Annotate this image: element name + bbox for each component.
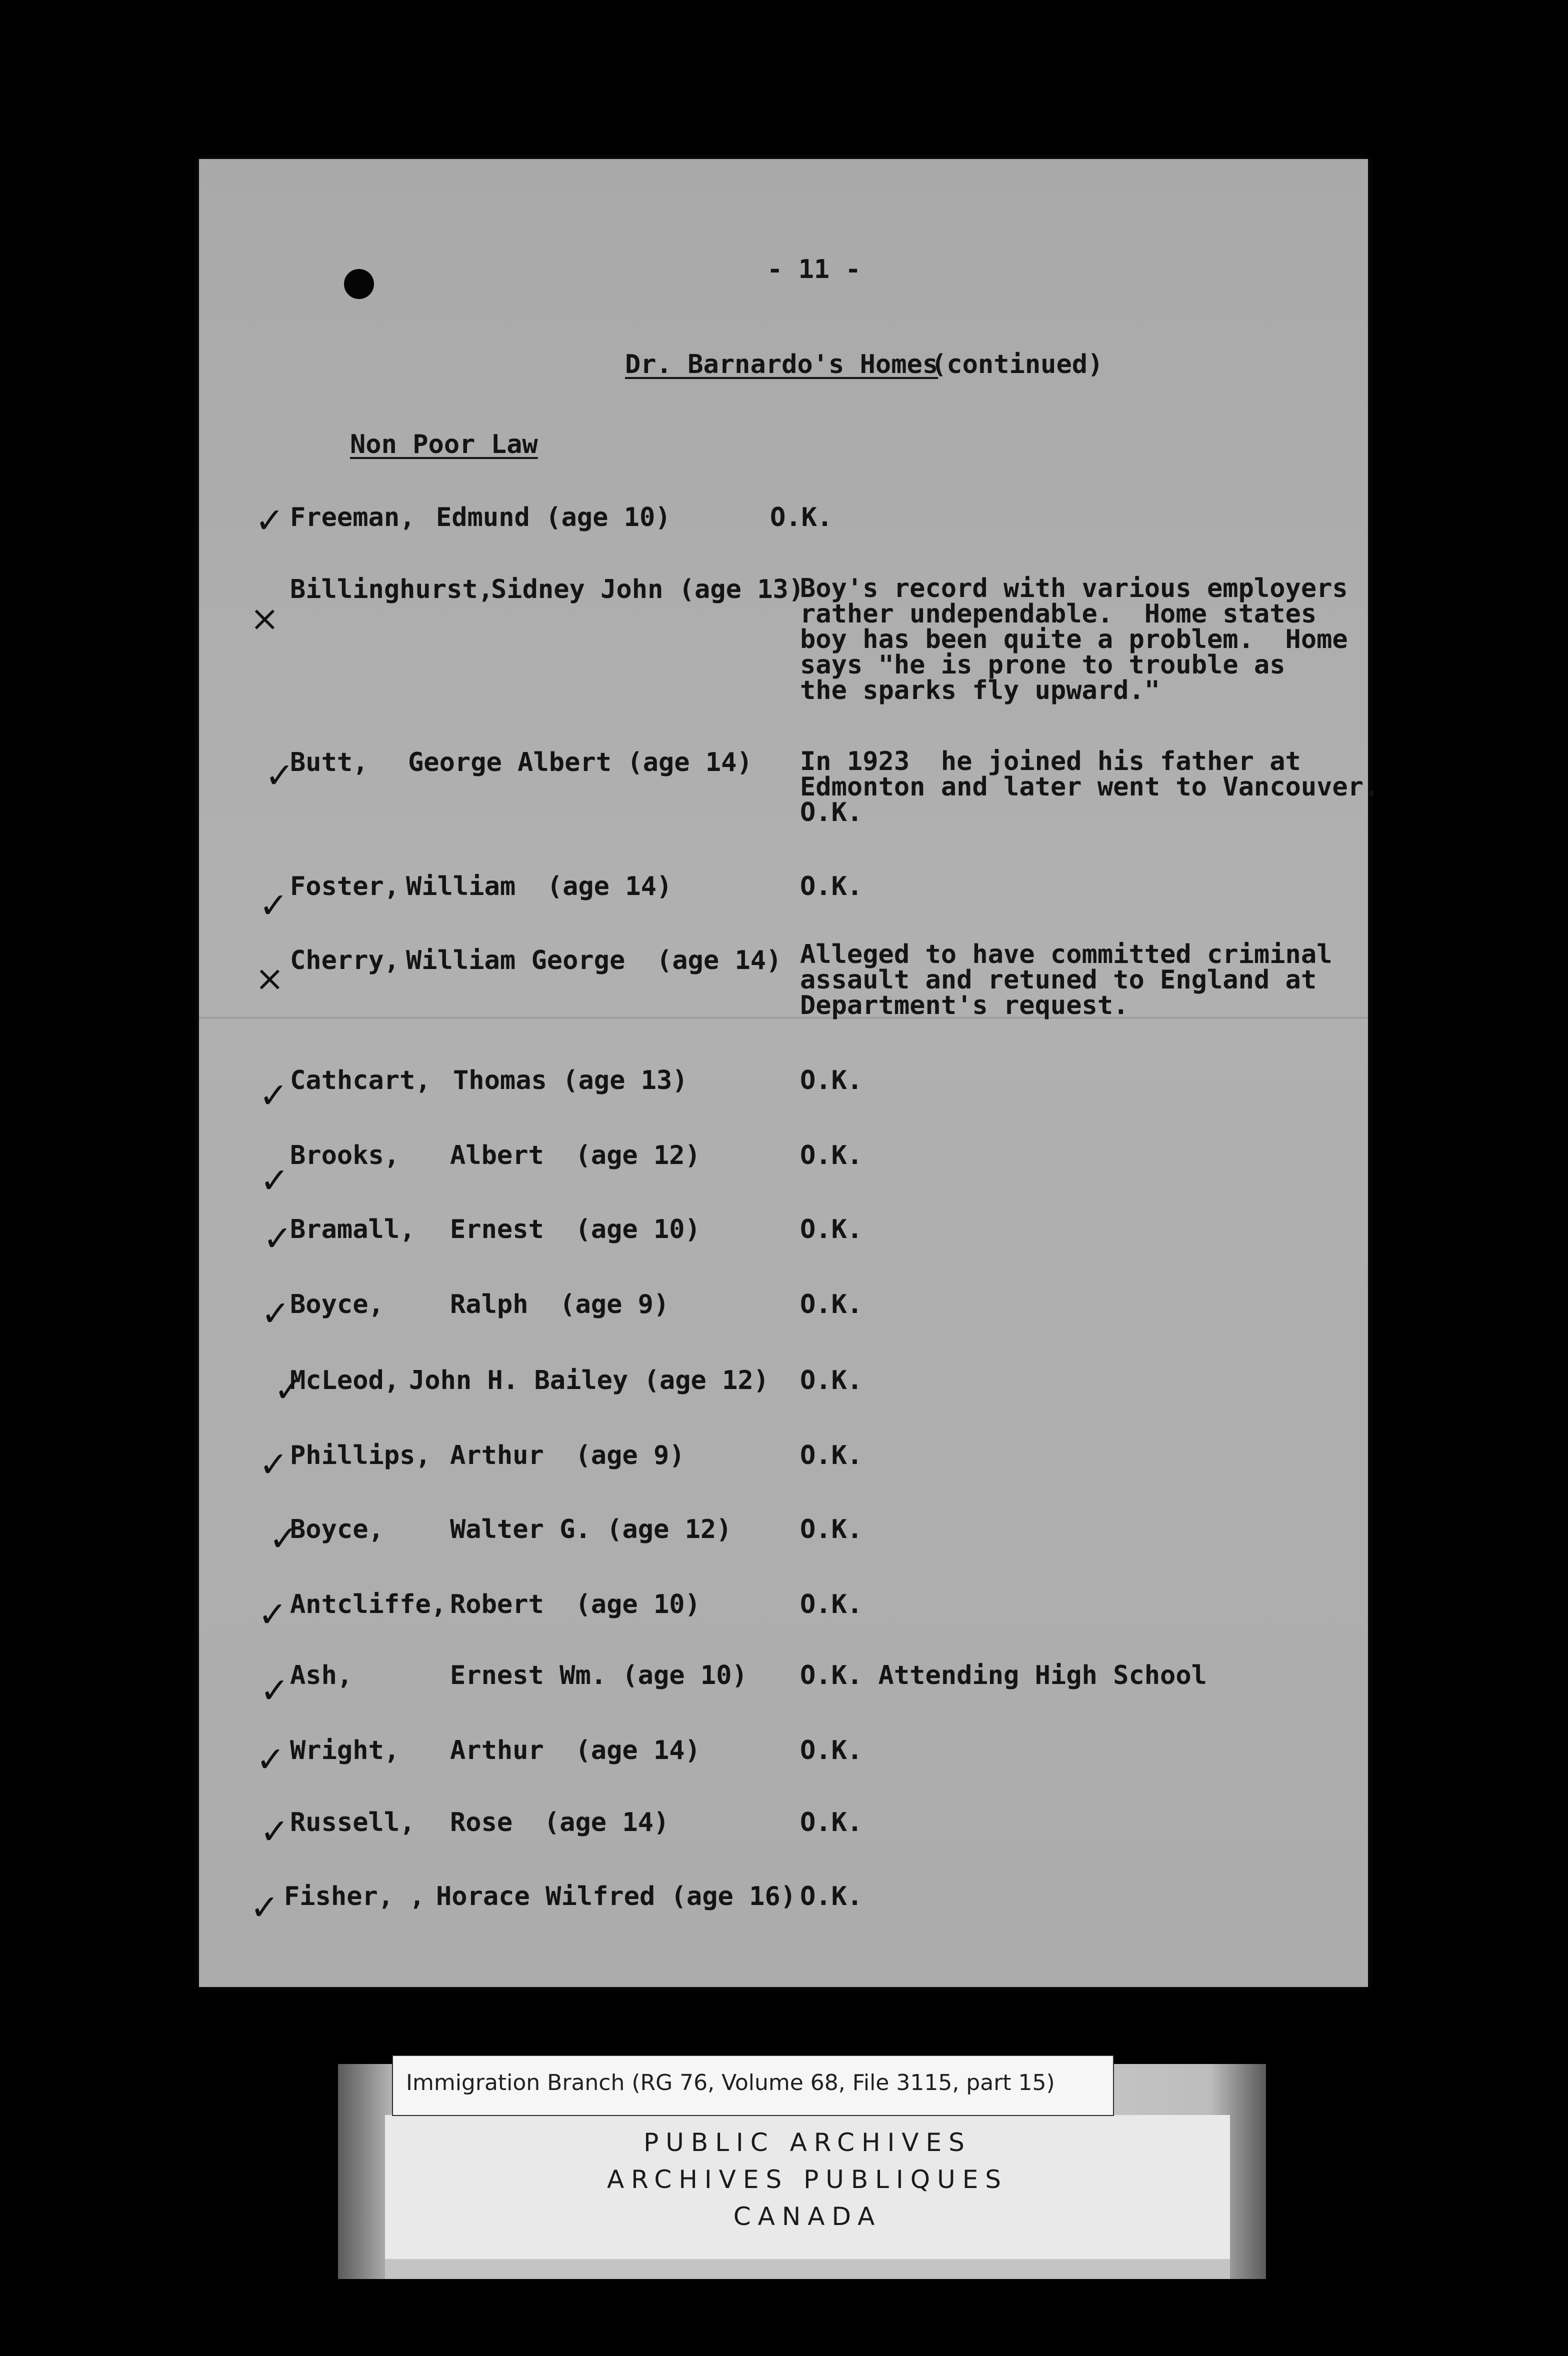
entry-status: O.K.: [800, 1736, 863, 1766]
label-bottom-strip: [385, 2259, 1230, 2279]
entry-surname: Brooks,: [290, 1140, 400, 1170]
entry-given: Ernest Wm. (age 10): [450, 1660, 748, 1690]
checkmark-icon: ✓: [274, 1369, 304, 1410]
entry-surname: Cherry,: [290, 946, 400, 976]
cross-mark-icon: ×: [250, 598, 280, 639]
entry-surname: Bramall,: [290, 1214, 416, 1244]
entry-surname: Russell,: [290, 1808, 416, 1838]
checkmark-icon: ✓: [260, 1670, 290, 1711]
entry-status: O.K.: [800, 1366, 863, 1396]
archive-name-en: PUBLIC ARCHIVES: [644, 2128, 972, 2157]
entry-status: O.K.: [800, 1140, 863, 1170]
checkmark-icon: ✓: [263, 1218, 292, 1259]
checkmark-icon: ✓: [255, 500, 284, 541]
checkmark-icon: ✓: [258, 1594, 288, 1635]
entry-surname: Butt,: [290, 748, 368, 778]
entry-surname: Freeman,: [290, 502, 416, 532]
checkmark-icon: ✓: [259, 1075, 288, 1116]
entry-surname: Boyce,: [290, 1514, 384, 1544]
entry-surname: Antcliffe,: [290, 1590, 447, 1620]
entry-given: Robert (age 10): [450, 1590, 700, 1620]
entry-given: Sidney John (age 13): [491, 574, 804, 604]
entry-surname: Fisher, ,: [284, 1882, 425, 1912]
entry-status: O.K.: [800, 1290, 863, 1320]
entry-given: Ralph (age 9): [450, 1290, 670, 1320]
entry-given: Edmund (age 10): [436, 502, 671, 532]
entry-surname: Cathcart,: [290, 1066, 431, 1096]
entry-status: O.K.: [800, 1808, 863, 1838]
entry-given: Thomas (age 13): [453, 1066, 688, 1096]
entry-status: O.K. Attending High School: [800, 1660, 1207, 1690]
entry-status: O.K.: [800, 872, 863, 902]
entry-status: In 1923 he joined his father at Edmonton and later went to Vancouver. O.K.: [800, 746, 1380, 828]
entry-surname: Phillips,: [290, 1440, 431, 1470]
archive-country: CANADA: [733, 2202, 882, 2231]
entry-given: Arthur (age 9): [450, 1440, 685, 1470]
entry-status: O.K.: [800, 1214, 863, 1244]
heading-suffix: (continued): [931, 350, 1104, 380]
entry-status: O.K.: [800, 1066, 863, 1096]
checkmark-icon: ✓: [256, 1739, 286, 1780]
checkmark-icon: ✓: [259, 1444, 288, 1485]
entry-status: Boy's record with various employers rather undependable. Home states boy has been quite a problem. Home says "he is prone to trouble as the sparks fly upward.": [800, 574, 1348, 706]
checkmark-icon: ✓: [269, 1518, 298, 1559]
archive-name-fr: ARCHIVES PUBLIQUES: [606, 2165, 1008, 2194]
entry-surname: McLeod,: [290, 1366, 400, 1396]
section-title: Non Poor Law: [350, 430, 538, 460]
entry-given: John H. Bailey (age 12): [409, 1366, 770, 1396]
entry-surname: Wright,: [290, 1736, 400, 1766]
checkmark-icon: ✓: [260, 1160, 290, 1201]
entry-status: O.K.: [800, 1440, 863, 1470]
heading-title: Dr. Barnardo's Homes: [625, 350, 938, 380]
page-number: - 11 -: [767, 254, 861, 284]
entry-given: Ernest (age 10): [450, 1214, 700, 1244]
archive-reference: Immigration Branch (RG 76, Volume 68, File 3115, part 15): [406, 2070, 1055, 2096]
entry-status: O.K.: [770, 502, 833, 532]
checkmark-icon: ✓: [261, 1293, 290, 1334]
checkmark-icon: ✓: [260, 1811, 290, 1852]
checkmark-icon: ✓: [259, 885, 288, 926]
entry-surname: Foster,: [290, 872, 400, 902]
checkmark-icon: ✓: [250, 1887, 280, 1928]
entry-surname: Boyce,: [290, 1290, 384, 1320]
entry-given: William George (age 14): [406, 946, 782, 976]
checkmark-icon: ✓: [265, 755, 294, 796]
entry-surname: Ash,: [290, 1660, 353, 1690]
entry-given: Rose (age 14): [450, 1808, 670, 1838]
entry-status: O.K.: [800, 1590, 863, 1620]
entry-surname: Billinghurst,: [290, 574, 494, 604]
entry-given: Horace Wilfred (age 16): [436, 1882, 796, 1912]
cross-mark-icon: ×: [255, 958, 284, 999]
entry-status: O.K.: [800, 1882, 863, 1912]
entry-given: Albert (age 12): [450, 1140, 700, 1170]
entry-given: George Albert (age 14): [408, 748, 752, 778]
entry-given: Arthur (age 14): [450, 1736, 700, 1766]
punch-hole: [344, 269, 374, 299]
entry-given: Walter G. (age 12): [450, 1514, 732, 1544]
entry-status: Alleged to have committed criminal assault and retuned to England at Department's request.: [800, 940, 1332, 1020]
entry-status: O.K.: [800, 1514, 863, 1544]
entry-given: William (age 14): [406, 872, 672, 902]
